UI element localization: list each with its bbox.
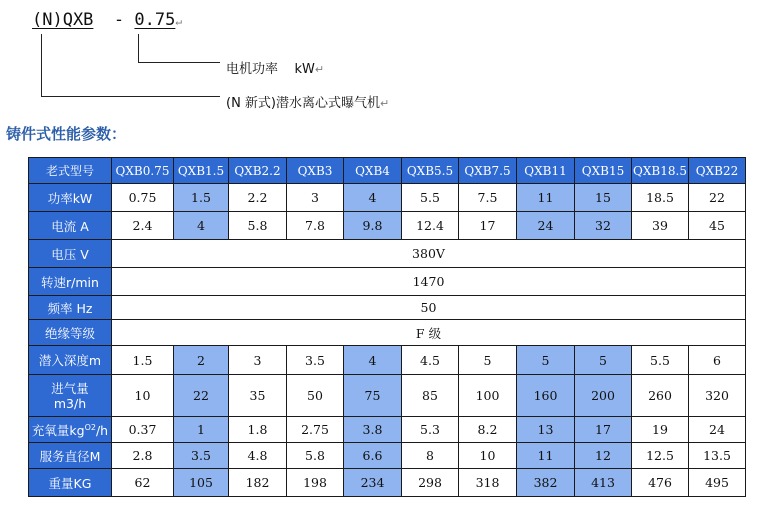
row-label: 服务直径M xyxy=(29,443,112,469)
shared-value-cell: 50 xyxy=(112,296,746,320)
value-cell: 39 xyxy=(632,212,689,240)
value-cell: 1.5 xyxy=(174,184,229,212)
value-cell: 476 xyxy=(632,469,689,497)
value-cell: 11 xyxy=(517,443,575,469)
value-cell: 105 xyxy=(174,469,229,497)
value-cell: 17 xyxy=(459,212,517,240)
model-prefix: (N)QXB xyxy=(32,10,94,30)
value-cell: 35 xyxy=(229,375,287,417)
model-header-cell: QXB4 xyxy=(344,158,402,184)
value-cell: 12.5 xyxy=(632,443,689,469)
shared-value-cell: 380V xyxy=(112,240,746,268)
value-cell: 2.75 xyxy=(287,417,344,443)
model-header-cell: QXB7.5 xyxy=(459,158,517,184)
value-cell: 12 xyxy=(575,443,632,469)
value-cell: 160 xyxy=(517,375,575,417)
model-header-cell: QXB11 xyxy=(517,158,575,184)
value-cell: 298 xyxy=(402,469,459,497)
table-row xyxy=(29,346,746,375)
value-cell: 200 xyxy=(575,375,632,417)
value-cell: 5 xyxy=(517,346,575,375)
value-cell: 2.2 xyxy=(229,184,287,212)
value-cell: 24 xyxy=(517,212,575,240)
value-cell: 182 xyxy=(229,469,287,497)
header-row xyxy=(29,158,746,184)
model-header-cell: QXB1.5 xyxy=(174,158,229,184)
value-cell: 24 xyxy=(689,417,746,443)
row-label: 重量KG xyxy=(29,469,112,497)
value-cell: 2.4 xyxy=(112,212,174,240)
value-cell: 15 xyxy=(575,184,632,212)
value-cell: 22 xyxy=(174,375,229,417)
value-cell: 2.8 xyxy=(112,443,174,469)
return-mark-icon: ↵ xyxy=(175,15,182,28)
model-dash: - xyxy=(113,10,125,30)
row-label: 电流 A xyxy=(29,212,112,240)
power-label: 电机功率 kW↵ xyxy=(226,62,325,77)
value-cell: 50 xyxy=(287,375,344,417)
value-cell: 4 xyxy=(344,184,402,212)
value-cell: 6.6 xyxy=(344,443,402,469)
parameter-table xyxy=(28,157,746,497)
value-cell: 1.5 xyxy=(112,346,174,375)
value-cell: 22 xyxy=(689,184,746,212)
value-cell: 17 xyxy=(575,417,632,443)
table-row xyxy=(29,469,746,497)
value-cell: 32 xyxy=(575,212,632,240)
value-cell: 5.8 xyxy=(287,443,344,469)
table-row xyxy=(29,296,746,320)
value-cell: 5.3 xyxy=(402,417,459,443)
value-cell: 4.5 xyxy=(402,346,459,375)
value-cell: 75 xyxy=(344,375,402,417)
table-row xyxy=(29,184,746,212)
value-cell: 413 xyxy=(575,469,632,497)
row-label: 进气量 m3/h xyxy=(29,375,112,417)
table-row xyxy=(29,268,746,296)
value-cell: 0.75 xyxy=(112,184,174,212)
value-cell: 9.8 xyxy=(344,212,402,240)
model-header-cell: QXB0.75 xyxy=(112,158,174,184)
model-header-cell: QXB15 xyxy=(575,158,632,184)
value-cell: 0.37 xyxy=(112,417,174,443)
type-label: (N 新式)潜水离心式曝气机↵ xyxy=(226,96,390,111)
type-leader-vertical xyxy=(41,34,42,97)
shared-value-cell: F 级 xyxy=(112,320,746,346)
value-cell: 320 xyxy=(689,375,746,417)
row-label: 潜入深度m xyxy=(29,346,112,375)
value-cell: 10 xyxy=(112,375,174,417)
value-cell: 45 xyxy=(689,212,746,240)
table-row xyxy=(29,375,746,417)
row-label: 电压 V xyxy=(29,240,112,268)
table-row xyxy=(29,240,746,268)
value-cell: 3.5 xyxy=(287,346,344,375)
power-leader-vertical xyxy=(138,34,139,63)
value-cell: 85 xyxy=(402,375,459,417)
value-cell: 3 xyxy=(229,346,287,375)
value-cell: 62 xyxy=(112,469,174,497)
value-cell: 4.8 xyxy=(229,443,287,469)
value-cell: 8.2 xyxy=(459,417,517,443)
value-cell: 11 xyxy=(517,184,575,212)
value-cell: 495 xyxy=(689,469,746,497)
value-cell: 8 xyxy=(402,443,459,469)
model-header-cell: QXB22 xyxy=(689,158,746,184)
header-label: 老式型号 xyxy=(29,158,112,184)
shared-value-cell: 1470 xyxy=(112,268,746,296)
table-row xyxy=(29,212,746,240)
row-label: 频率 Hz xyxy=(29,296,112,320)
value-cell: 3.5 xyxy=(174,443,229,469)
value-cell: 18.5 xyxy=(632,184,689,212)
row-label: 功率kW xyxy=(29,184,112,212)
value-cell: 5.8 xyxy=(229,212,287,240)
power-leader-horizontal xyxy=(138,62,220,63)
value-cell: 318 xyxy=(459,469,517,497)
model-code xyxy=(32,10,182,30)
value-cell: 7.8 xyxy=(287,212,344,240)
table-row xyxy=(29,320,746,346)
value-cell: 5 xyxy=(459,346,517,375)
value-cell: 198 xyxy=(287,469,344,497)
row-label: 充氧量$kg^{O2}/h$ xyxy=(29,417,112,443)
model-header-cell: QXB2.2 xyxy=(229,158,287,184)
row-label: 转速r/min xyxy=(29,268,112,296)
value-cell: 13 xyxy=(517,417,575,443)
value-cell: 4 xyxy=(344,346,402,375)
value-cell: 3 xyxy=(287,184,344,212)
model-power: 0.75 xyxy=(134,10,176,30)
value-cell: 7.5 xyxy=(459,184,517,212)
value-cell: 19 xyxy=(632,417,689,443)
value-cell: 10 xyxy=(459,443,517,469)
type-leader-horizontal xyxy=(41,96,220,97)
model-header-cell: QXB18.5 xyxy=(632,158,689,184)
value-cell: 100 xyxy=(459,375,517,417)
section-title: 铸件式性能参数： xyxy=(6,125,127,143)
value-cell: 3.8 xyxy=(344,417,402,443)
value-cell: 5.5 xyxy=(632,346,689,375)
table-row xyxy=(29,443,746,469)
value-cell: 5 xyxy=(575,346,632,375)
value-cell: 2 xyxy=(174,346,229,375)
model-header-cell: QXB5.5 xyxy=(402,158,459,184)
value-cell: 1 xyxy=(174,417,229,443)
value-cell: 6 xyxy=(689,346,746,375)
value-cell: 260 xyxy=(632,375,689,417)
row-label: 绝缘等级 xyxy=(29,320,112,346)
value-cell: 4 xyxy=(174,212,229,240)
value-cell: 1.8 xyxy=(229,417,287,443)
model-header-cell: QXB3 xyxy=(287,158,344,184)
table-row xyxy=(29,417,746,443)
value-cell: 13.5 xyxy=(689,443,746,469)
value-cell: 234 xyxy=(344,469,402,497)
value-cell: 12.4 xyxy=(402,212,459,240)
value-cell: 382 xyxy=(517,469,575,497)
value-cell: 5.5 xyxy=(402,184,459,212)
